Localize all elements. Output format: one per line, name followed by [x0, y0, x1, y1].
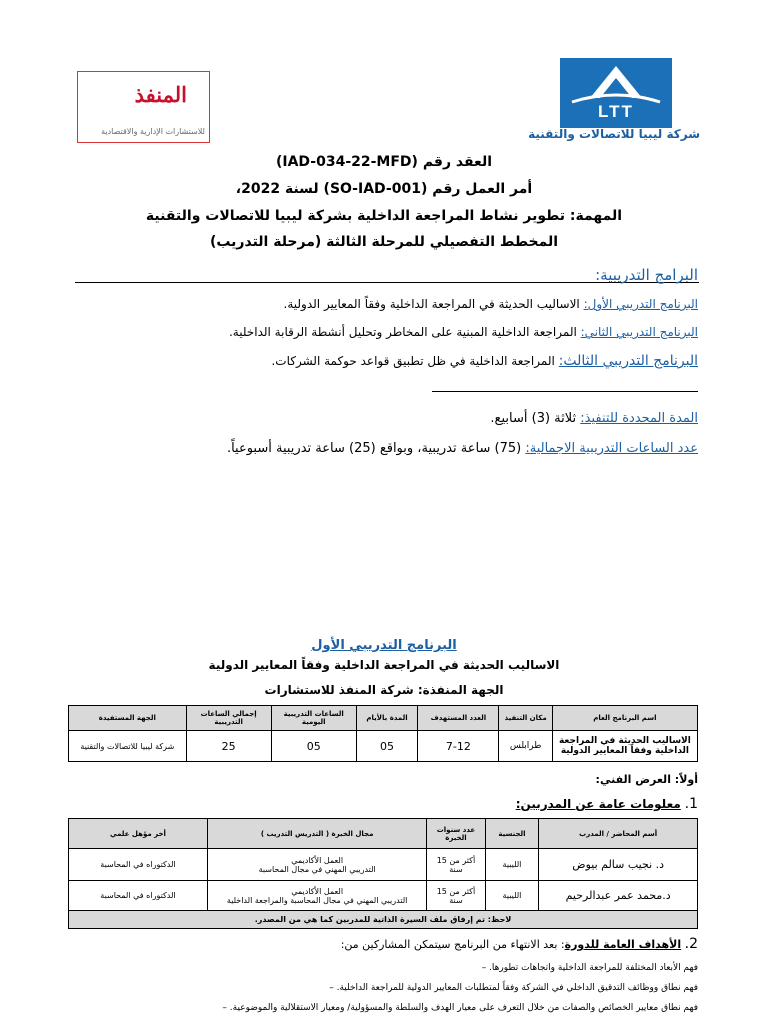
ltt-logo: [560, 58, 672, 128]
contract-number: العقد رقم (IAD-034-22-MFD): [275, 154, 493, 170]
cell-program-name: الاساليب الحديثة في المراجعة الداخلية وفقاً المعايير الدولية: [552, 731, 697, 762]
programs-heading: البرامج التدريبية:: [595, 266, 698, 284]
mission: المهمة: تطوير نشاط المراجعة الداخلية بشركة ليبيا للاتصالات والتقنية: [145, 208, 623, 224]
trainer-2-field-line2: التدريبي المهني في مجال المحاسبة والمراجعة الداخلية: [226, 895, 408, 905]
objective-item: [68, 1003, 698, 1013]
col-field: مجال الخبرة ( التدريس التدريب ): [207, 819, 426, 849]
duration-line: [490, 411, 698, 426]
trainers-note: لاحظ: تم إرفاق ملف السيرة الذاتية للمدربين كما هي من المصدر.: [69, 911, 698, 929]
dash-icon: –: [329, 983, 334, 993]
objectives-label: الأهداف العامة للدورة: [564, 938, 682, 951]
objective-item: [68, 983, 698, 993]
cell-target: 7-12: [418, 731, 499, 762]
program-line-3: [271, 353, 698, 369]
cell-total-hours: 25: [186, 731, 271, 762]
trainer-2-name: د.محمد عمر عبدالرحيم: [539, 881, 698, 911]
program-table: [68, 705, 698, 762]
program-2-text: المراجعة الداخلية المبنية على المخاطر وتحليل أنشطة الرقابة الداخلية.: [228, 325, 581, 339]
program-1-label: البرنامج التدريبي الأول:: [583, 297, 698, 311]
col-target: العدد المستهدف: [418, 706, 499, 731]
section-title: البرنامج التدريبي الأول: [311, 638, 457, 653]
company-name: شركة ليبيا للاتصالات والتقنية: [528, 127, 700, 141]
cell-location: طرابلس: [499, 731, 552, 762]
ltt-text: LTT: [598, 102, 634, 121]
trainer-2-field-line1: العمل الأكاديمي: [291, 886, 344, 896]
divider-short: [432, 391, 698, 392]
trainer-1-name: د. نجيب سالم بيوض: [539, 849, 698, 881]
trainer-1-degree: الدكتوراه في المحاسبة: [69, 849, 208, 881]
table-row: [69, 731, 698, 762]
table-row-note: [69, 911, 698, 929]
program-2-label: البرنامج التدريبي الثاني:: [580, 325, 698, 339]
duration-text: ثلاثة (3) أسابيع.: [490, 411, 581, 426]
duration-label: المدة المحددة للتنفيذ:: [580, 411, 698, 426]
trainer-1-years: أكثر من 15 سنة: [427, 849, 485, 881]
table-row: [69, 849, 698, 881]
objective-2-text: فهم نطاق ووظائف التدقيق الداخلي في الشركة وفقاً لمتطلبات المعايير الدولية للمراجعة الداخلية.: [336, 983, 698, 993]
trainer-1-field-line2: التدريبي المهني في مجال المحاسبة: [258, 864, 376, 874]
section-subtitle: الاساليب الحديثة في المراجعة الداخلية وفقاً المعايير الدولية: [208, 658, 560, 672]
trainer-2-years: أكثر من 15 سنة: [427, 881, 485, 911]
trainer-1-field-line1: العمل الأكاديمي: [291, 855, 344, 865]
objective-item: [68, 963, 698, 973]
monfadh-logo: [77, 71, 210, 143]
cell-daily-hours: 05: [271, 731, 356, 762]
table-row: [69, 881, 698, 911]
plan-title: المخطط التفصيلي للمرحلة الثالثة (مرحلة التدريب): [209, 234, 559, 250]
col-beneficiary: الجهة المستفيدة: [69, 706, 187, 731]
logo-left-subtitle: للاستشارات الإدارية والاقتصادية: [101, 127, 205, 136]
trainers-number: 1.: [684, 796, 698, 812]
cell-days: 05: [356, 731, 418, 762]
trainer-2-degree: الدكتوراه في المحاسبة: [69, 881, 208, 911]
cell-beneficiary: شركة ليبيا للاتصالات والتقنية: [69, 731, 187, 762]
col-location: مكان التنفيذ: [499, 706, 552, 731]
col-program-name: اسم البرنامج العام: [552, 706, 697, 731]
col-trainer-name: أسم المحاضر / المدرب: [539, 819, 698, 849]
trainer-1-nationality: الليبية: [485, 849, 539, 881]
col-days: المدة بالأيام: [356, 706, 418, 731]
col-daily-hours: الساعات التدريبية اليومية: [271, 706, 356, 731]
technical-heading: أولاً: العرض الفني:: [595, 773, 698, 786]
objectives-number: 2.: [684, 936, 698, 952]
dash-icon: –: [481, 963, 487, 973]
objective-3-text: فهم نطاق معايير الخصائص والصفات من خلال التعرف على معيار الهدف والسلطة والمسؤولية/ ومعيار الاستقلالية والموضوعية.: [229, 1003, 698, 1013]
program-3-label: البرنامج التدريبي الثالث:: [558, 353, 698, 369]
objective-1-text: فهم الأبعاد المختلفة للمراجعة الداخلية واتجاهات تطورها.: [489, 963, 698, 973]
program-line-2: [229, 325, 698, 339]
program-1-text: الاساليب الحديثة في المراجعة الداخلية وفقاً المعايير الدولية.: [283, 297, 584, 311]
trainers-table: [68, 818, 698, 929]
trainers-heading-line: [516, 796, 698, 812]
objectives-line: [341, 936, 698, 952]
col-nationality: الجنسية: [485, 819, 539, 849]
objectives-text: : بعد الانتهاء من البرنامج سيتمكن المشاركين من:: [340, 938, 565, 951]
col-years: عدد سنوات الخبرة: [427, 819, 485, 849]
section-executor: الجهة المنفذة: شركة المنفذ للاستشارات: [264, 683, 504, 697]
trainer-1-field: [207, 849, 426, 881]
program-3-text: المراجعة الداخلية في ظل تطبيق قواعد حوكمة الشركات.: [271, 354, 559, 368]
hours-label: عدد الساعات التدريبية الاجمالية:: [525, 441, 698, 456]
work-order: أمر العمل رقم (SO-IAD-001) لسنة 2022،: [235, 181, 533, 197]
trainers-heading: معلومات عامة عن المدربين:: [515, 797, 681, 811]
trainer-2-field: [207, 881, 426, 911]
dash-icon: –: [222, 1003, 227, 1013]
trainer-2-nationality: الليبية: [485, 881, 539, 911]
col-total-hours: إجمالي الساعات التدريبية: [186, 706, 271, 731]
hours-line: [227, 441, 698, 456]
logo-left-name: المنفذ: [134, 82, 187, 107]
hours-text: (75) ساعة تدريبية، وبواقع (25) ساعة تدريبية أسبوعياً.: [226, 441, 526, 456]
col-degree: أخر مؤهل علمي: [69, 819, 208, 849]
program-line-1: [284, 297, 698, 311]
